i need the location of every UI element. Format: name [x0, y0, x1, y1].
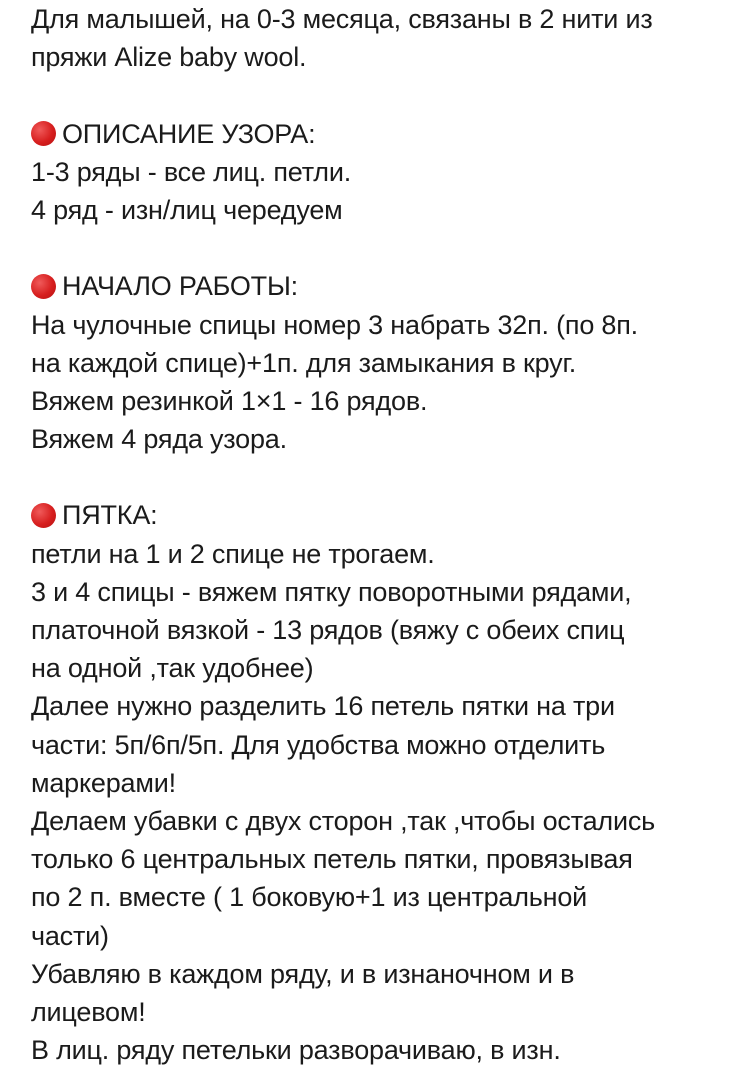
- text-line: маркерами!: [31, 767, 176, 798]
- red-circle-icon: [31, 503, 56, 528]
- text-line: петли на 1 и 2 спице не трогаем.: [31, 538, 435, 569]
- text-line: В лиц. ряду петельки разворачиваю, в изн.: [31, 1035, 561, 1066]
- text-line: на каждой спице)+1п. для замыкания в круг.: [31, 347, 577, 378]
- paragraph-gap: [31, 76, 746, 114]
- text-line: части: 5п/6п/5п. Для удобства можно отделить: [31, 729, 606, 760]
- text-line: по 2 п. вместе ( 1 боковую+1 из центральной: [31, 882, 588, 913]
- text-line: платочной вязкой - 13 рядов (вяжу с обеих спиц: [31, 615, 625, 645]
- section-heading: [31, 115, 746, 153]
- section-heading: [31, 267, 746, 305]
- section-heading-label: ПЯТКА:: [62, 500, 158, 531]
- paragraph-gap: [31, 229, 746, 267]
- text-line: На чулочные спицы номер 3 набрать 32п. (по 8п.: [31, 309, 638, 340]
- intro-line: Для малышей, на 0-3 месяца, связаны в 2 нити из: [31, 4, 653, 34]
- text-line: Вяжем резинкой 1×1 - 16 рядов.: [31, 385, 428, 416]
- text-line: только 6 центральных петель пятки, провязывая: [31, 844, 633, 875]
- text-line: 3 и 4 спицы - вяжем пятку поворотными рядами,: [31, 576, 632, 607]
- text-line: Делаем убавки с двух сторон ,так ,чтобы остались: [31, 805, 656, 836]
- red-circle-icon: [31, 274, 56, 299]
- section-heading-label: ОПИСАНИЕ УЗОРА:: [62, 118, 316, 149]
- text-line: части): [31, 920, 109, 951]
- section-heading: [31, 496, 746, 534]
- text-line: Вяжем 4 ряда узора.: [31, 424, 287, 455]
- red-circle-icon: [31, 121, 56, 146]
- post-text: [31, 0, 746, 1069]
- paragraph-gap: [31, 458, 746, 496]
- text-line: 1-3 ряды - все лиц. петли.: [31, 156, 352, 187]
- text-line: на одной ,так удобнее): [31, 653, 314, 684]
- intro-line: пряжи Alize baby wool.: [31, 42, 307, 73]
- text-line: Убавляю в каждом ряду, и в изнаночном и в: [31, 958, 575, 989]
- text-line: Далее нужно разделить 16 петель пятки на три: [31, 691, 615, 722]
- section-heading-label: НАЧАЛО РАБОТЫ:: [62, 271, 298, 302]
- text-line: лицевом!: [31, 996, 146, 1027]
- text-line: 4 ряд - изн/лиц чередуем: [31, 194, 343, 225]
